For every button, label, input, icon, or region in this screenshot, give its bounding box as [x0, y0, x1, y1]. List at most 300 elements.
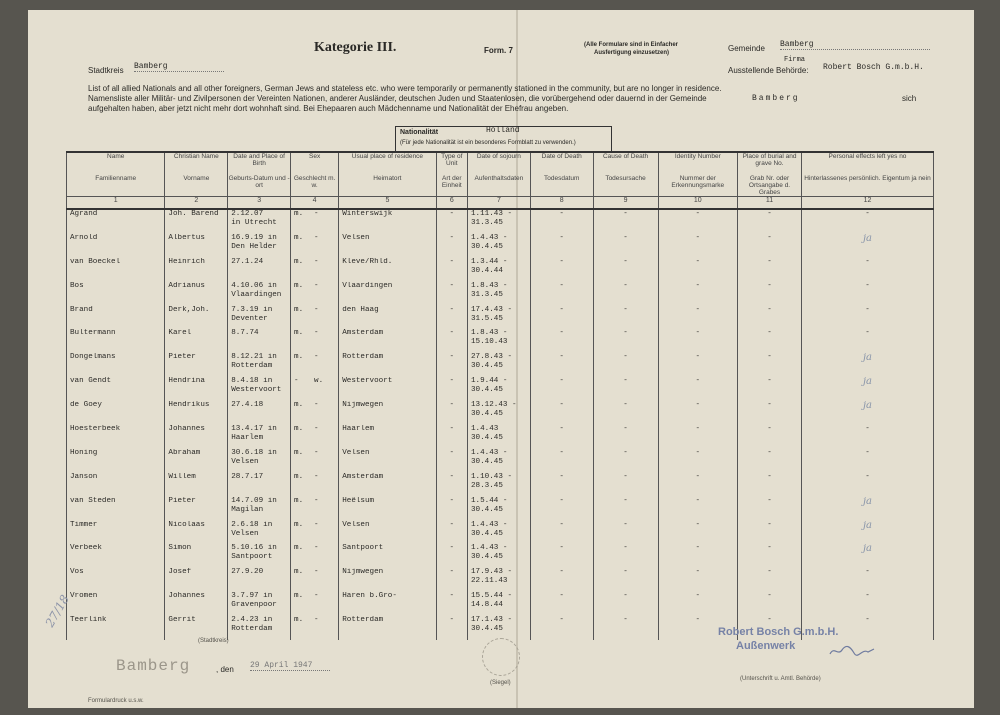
cell-soj1 [467, 209, 530, 234]
cell-burial [738, 592, 802, 616]
cell-line: 5.10.16 in [231, 544, 277, 553]
cell-line: Hendrikus [168, 401, 210, 410]
cell-death [530, 353, 593, 377]
cell-line: 27.4.18 [231, 401, 264, 410]
cell-birth1 [228, 449, 291, 473]
cell-line: Amsterdam [342, 329, 384, 338]
cell-cause [593, 258, 658, 282]
cell-line: Nijmwegen [342, 401, 384, 410]
cell-line: - [767, 377, 772, 386]
sex-male: m. [294, 353, 304, 362]
cell-ident [658, 377, 738, 401]
cell-line: Brand [70, 305, 93, 314]
cell-line: 1.10.43 - [470, 472, 512, 481]
cell-line: 30.6.18 in [231, 448, 277, 457]
cell-home [339, 329, 436, 353]
cell-line: - [559, 257, 564, 266]
table-row [67, 282, 934, 306]
cell-name [67, 329, 165, 353]
cell-burial [738, 473, 802, 497]
cell-sex-m [291, 425, 339, 449]
cell-eff [801, 282, 933, 306]
cell-first [165, 568, 228, 592]
cell-line: - [695, 401, 701, 410]
cell-eff [801, 425, 933, 449]
cell-line: 1.5.44 - [470, 496, 508, 505]
sex-female: - [314, 496, 319, 505]
table-row [67, 401, 934, 425]
cell-line: - [767, 616, 772, 625]
cell-line: Rotterdam [231, 362, 273, 371]
column-number: 7 [467, 197, 530, 210]
cell-line: Agrand [70, 210, 98, 218]
sex-female: - [314, 401, 319, 410]
cell-line: Abraham [168, 448, 201, 457]
cell-line: - [695, 353, 701, 362]
cell-name [67, 234, 165, 258]
sex-male: m. [294, 496, 304, 505]
description-de-2: aufgehalten haben, aber jetzt nicht mehr dort wohnhaft sind. Bei Ehepaaren auch Mädchenname und Nationalität der Ehefrau angeben. [88, 104, 569, 113]
cell-line: - [695, 520, 701, 529]
cell-line: - [449, 520, 455, 529]
header-row-de [67, 175, 934, 197]
cell-birth1 [228, 497, 291, 521]
cell-line: 27.9.20 [231, 568, 264, 577]
cell-line: Teerlink [70, 616, 107, 625]
cell-death [530, 329, 593, 353]
cell-line: - [623, 401, 628, 410]
column-header-en: Identity Number [658, 152, 738, 175]
cell-name [67, 425, 165, 449]
signature [828, 644, 876, 658]
cell-soj1 [467, 401, 530, 425]
cell-death [530, 544, 593, 568]
cell-burial [738, 568, 802, 592]
sex-female: - [314, 520, 319, 529]
sex-male: m. [294, 616, 304, 625]
cell-unit [436, 592, 467, 616]
cell-sex-m [291, 353, 339, 377]
cell-cause [593, 306, 658, 330]
gemeinde-value: Bamberg [780, 40, 930, 50]
cell-line: Velsen [342, 233, 370, 242]
cell-line: Haarlem [231, 434, 264, 443]
cell-burial [738, 425, 802, 449]
cell-line: 27.1.24 [231, 257, 264, 266]
header-row-num [67, 197, 934, 210]
cell-line: Heëlsum [342, 496, 375, 505]
sex-male: - [294, 377, 299, 386]
table-row [67, 449, 934, 473]
footer-date: 29 April 1947 [250, 661, 330, 671]
sex-female: - [314, 353, 319, 362]
cell-line: - [623, 544, 628, 553]
cell-line: ja [862, 520, 872, 531]
column-header-en: Date of sojourn [467, 152, 530, 175]
sex-female: - [314, 257, 319, 266]
cell-cause [593, 401, 658, 425]
cell-soj1 [467, 521, 530, 545]
cell-eff [801, 544, 933, 568]
table-row [67, 329, 934, 353]
cell-line: - [695, 592, 701, 601]
cell-line: - [865, 281, 870, 290]
sex-male: m. [294, 257, 304, 266]
sex-male: m. [294, 520, 304, 529]
cell-line: 17.9.43 - [470, 568, 512, 577]
cell-line: 30.4.45 [470, 434, 503, 443]
cell-sex-m [291, 473, 339, 497]
cell-line: 28.3.45 [470, 481, 503, 490]
column-number: 11 [738, 197, 802, 210]
column-number: 12 [801, 197, 933, 210]
cell-line: - [767, 210, 772, 218]
form-note-1: (Alle Formulare sind in Einfacher [584, 42, 679, 48]
cell-line: - [767, 353, 772, 362]
cell-line: Haren b.Gro- [342, 592, 397, 601]
column-number: 5 [339, 197, 436, 210]
cell-home [339, 497, 436, 521]
cell-ident [658, 521, 738, 545]
margin-note: 27/18 [42, 592, 73, 630]
cell-eff [801, 306, 933, 330]
cell-line: - [695, 496, 701, 505]
cell-sex-m [291, 234, 339, 258]
cell-line: ja [862, 544, 872, 555]
cell-unit [436, 521, 467, 545]
cell-line: - [767, 425, 772, 434]
cell-eff [801, 473, 933, 497]
cell-line: Johannes [168, 592, 205, 601]
cell-line: Westervoort [342, 377, 393, 386]
cell-ident [658, 568, 738, 592]
cell-cause [593, 353, 658, 377]
cell-line: - [559, 353, 564, 362]
cell-line: 8.12.21 in [231, 353, 277, 362]
cell-burial [738, 209, 802, 234]
cell-line: 1.4.43 - [470, 544, 508, 553]
cell-burial [738, 377, 802, 401]
column-header-en: Date and Place of Birth [228, 152, 291, 175]
cell-line: 1.3.44 - [470, 257, 508, 266]
cell-death [530, 521, 593, 545]
cell-line: - [767, 592, 772, 601]
cell-home [339, 473, 436, 497]
cell-unit [436, 209, 467, 234]
cell-line: - [559, 592, 564, 601]
sex-female: - [314, 210, 319, 218]
cell-line: 22.11.43 [470, 577, 508, 586]
cell-line: - [695, 329, 701, 338]
cell-eff [801, 449, 933, 473]
cell-sex-m [291, 306, 339, 330]
cell-line: Hoesterbeek [70, 425, 121, 434]
cell-line: - [695, 544, 701, 553]
cell-line: Westervoort [231, 386, 282, 395]
cell-name [67, 544, 165, 568]
cell-unit [436, 568, 467, 592]
sex-male: m. [294, 305, 304, 314]
cell-line: - [449, 233, 455, 242]
cell-line: - [449, 377, 455, 386]
cell-line: - [767, 233, 772, 242]
cell-line: Nijmwegen [342, 568, 384, 577]
cell-soj1 [467, 234, 530, 258]
cell-name [67, 497, 165, 521]
cell-unit [436, 449, 467, 473]
cell-line: - [449, 425, 455, 434]
cell-line: - [559, 544, 564, 553]
cell-line: - [865, 425, 870, 434]
cell-unit [436, 473, 467, 497]
cell-name [67, 377, 165, 401]
cell-sex-m [291, 282, 339, 306]
seal-caption: (Siegel) [490, 680, 511, 686]
cell-unit [436, 234, 467, 258]
cell-line: 1.4.43 - [470, 520, 508, 529]
cell-home [339, 425, 436, 449]
cell-line: Joh. Barend [168, 210, 219, 218]
cell-line: 30.4.45 [470, 242, 503, 251]
cell-line: Adrianus [168, 281, 205, 290]
cell-line: - [449, 496, 455, 505]
cell-line: 30.4.45 [470, 362, 503, 371]
cell-eff [801, 401, 933, 425]
cell-line: 15.5.44 - [470, 592, 512, 601]
cell-line: - [559, 425, 564, 434]
cell-home [339, 401, 436, 425]
column-header-en: Cause of Death [593, 152, 658, 175]
cell-line: Den Helder [231, 242, 277, 251]
cell-line: - [767, 257, 772, 266]
cell-line: 27.8.43 - [470, 353, 512, 362]
cell-line: - [767, 544, 772, 553]
cell-line: 13.4.17 in [231, 425, 277, 434]
cell-name [67, 353, 165, 377]
cell-name [67, 616, 165, 640]
cell-death [530, 473, 593, 497]
cell-sex-m [291, 544, 339, 568]
cell-line: - [623, 281, 628, 290]
sex-male: m. [294, 472, 304, 481]
cell-line: - [623, 257, 628, 266]
cell-home [339, 449, 436, 473]
cell-line: - [559, 568, 564, 577]
table-row [67, 544, 934, 568]
sex-male: m. [294, 448, 304, 457]
cell-line: Albertus [168, 233, 205, 242]
cell-line: den Haag [342, 305, 379, 314]
stadtkreis-value: Bamberg [134, 62, 224, 72]
cell-line: - [559, 496, 564, 505]
cell-line: - [695, 281, 701, 290]
cell-line: - [695, 210, 701, 218]
cell-line: 30.4.45 [470, 625, 503, 634]
cell-line: - [559, 520, 564, 529]
column-header-en: Type of Unit [436, 152, 467, 175]
cell-line: Pieter [168, 353, 196, 362]
column-header-en: Date of Death [530, 152, 593, 175]
cell-birth1 [228, 306, 291, 330]
document-sheet [28, 10, 974, 708]
cell-line: - [865, 257, 870, 266]
cell-line: - [767, 520, 772, 529]
cell-line: - [559, 210, 564, 218]
cell-line: - [559, 448, 564, 457]
cell-line: - [623, 425, 628, 434]
cell-first [165, 329, 228, 353]
cell-ident [658, 473, 738, 497]
cell-death [530, 282, 593, 306]
cell-first [165, 473, 228, 497]
cell-unit [436, 616, 467, 640]
cell-eff [801, 209, 933, 234]
cell-name [67, 258, 165, 282]
cell-birth1 [228, 616, 291, 640]
cell-line: 1.8.43 - [470, 281, 508, 290]
cell-sex-m [291, 497, 339, 521]
cell-line: - [449, 329, 455, 338]
company-stamp-line2: Außenwerk [736, 640, 796, 652]
cell-line: - [695, 616, 701, 625]
cell-burial [738, 401, 802, 425]
cell-death [530, 401, 593, 425]
cell-line: 1.4.43 [470, 425, 499, 434]
cell-eff [801, 521, 933, 545]
cell-line: Verbeek [70, 544, 102, 553]
cell-first [165, 401, 228, 425]
cell-death [530, 234, 593, 258]
cell-soj1 [467, 592, 530, 616]
cell-ident [658, 209, 738, 234]
cell-line: 1.8.43 - [470, 329, 508, 338]
stadtkreis-caption: (Stadtkreis) [198, 638, 229, 644]
cell-line: - [559, 401, 564, 410]
cell-line: 2.4.23 in [231, 616, 273, 625]
cell-line: - [865, 210, 870, 218]
category-title: Kategorie III. [314, 40, 397, 55]
cell-ident [658, 306, 738, 330]
cell-line: Vromen [70, 592, 98, 601]
cell-first [165, 497, 228, 521]
cell-line: ja [862, 401, 872, 412]
sex-female: - [314, 329, 319, 338]
table-row [67, 377, 934, 401]
cell-line: - [623, 496, 628, 505]
cell-line: Johannes [168, 425, 205, 434]
column-header-en: Christian Name [165, 152, 228, 175]
table-row [67, 306, 934, 330]
ausstellende-label: Ausstellende Behörde: [728, 66, 809, 75]
cell-line: Velsen [231, 529, 259, 538]
column-header-de: Hinterlassenes persönlich. Eigentum ja nein [801, 175, 933, 197]
cell-sex-m [291, 521, 339, 545]
column-number: 9 [593, 197, 658, 210]
cell-line: - [767, 401, 772, 410]
cell-eff [801, 234, 933, 258]
ausstellende-value: Robert Bosch G.m.b.H. [823, 63, 924, 72]
form-number: Form. 7 [484, 46, 513, 55]
firma-label: Firma [784, 56, 806, 64]
cell-line: 30.4.45 [470, 529, 503, 538]
cell-line: - [695, 257, 701, 266]
cell-birth1 [228, 401, 291, 425]
cell-cause [593, 377, 658, 401]
cell-line: - [865, 568, 870, 577]
cell-line: Rotterdam [231, 625, 273, 634]
cell-line: ja [862, 353, 872, 364]
cell-eff [801, 377, 933, 401]
cell-home [339, 568, 436, 592]
description-de-1: Namensliste aller Militär- und Zivilpersonen der Vereinten Nationen, anderer Ausländer, deutschen Juden und Staatenlosen, die vorübergehend oder dauernd in der Gemeinde [88, 94, 707, 103]
cell-cause [593, 449, 658, 473]
column-header-de: Art der Einheit [436, 175, 467, 197]
cell-home [339, 258, 436, 282]
cell-line: - [449, 592, 455, 601]
cell-birth1 [228, 329, 291, 353]
cell-line: Arnold [70, 233, 98, 242]
cell-line: Dongelmans [70, 353, 116, 362]
cell-line: - [559, 377, 564, 386]
cell-soj1 [467, 425, 530, 449]
cell-line: - [767, 472, 772, 481]
cell-line: 14.7.09 in [231, 496, 277, 505]
cell-line: - [623, 520, 628, 529]
sex-female: - [314, 568, 319, 577]
cell-name [67, 449, 165, 473]
cell-line: - [767, 329, 772, 338]
cell-birth1 [228, 377, 291, 401]
cell-death [530, 449, 593, 473]
cell-cause [593, 521, 658, 545]
cell-unit [436, 425, 467, 449]
cell-unit [436, 353, 467, 377]
cell-line: Santpoort [342, 544, 384, 553]
cell-soj1 [467, 377, 530, 401]
cell-home [339, 377, 436, 401]
sex-female: w. [314, 377, 324, 386]
cell-home [339, 592, 436, 616]
cell-line: 14.8.44 [470, 601, 503, 610]
column-header-de: Grab Nr. oder Ortsangabe d. Grabes [738, 175, 802, 197]
column-number: 2 [165, 197, 228, 210]
cell-cause [593, 592, 658, 616]
cell-line: van Gendt [70, 377, 112, 386]
sex-male: m. [294, 281, 304, 290]
cell-birth1 [228, 282, 291, 306]
cell-line: 15.10.43 [470, 338, 508, 347]
cell-line: Willem [168, 472, 196, 481]
cell-sex-m [291, 329, 339, 353]
column-number: 4 [291, 197, 339, 210]
cell-line: ja [862, 496, 872, 507]
column-header-de: Aufenthaltsdaten [467, 175, 530, 197]
cell-soj1 [467, 497, 530, 521]
cell-birth1 [228, 568, 291, 592]
cell-line: - [559, 616, 564, 625]
cell-line: Derk,Joh. [168, 305, 210, 314]
cell-unit [436, 377, 467, 401]
table-body [67, 209, 934, 640]
cell-line: Rotterdam [342, 616, 384, 625]
cell-unit [436, 544, 467, 568]
cell-name [67, 401, 165, 425]
cell-death [530, 568, 593, 592]
cell-first [165, 616, 228, 640]
cell-line: 30.4.45 [470, 505, 503, 514]
cell-first [165, 209, 228, 234]
cell-line: de Goey [70, 401, 102, 410]
